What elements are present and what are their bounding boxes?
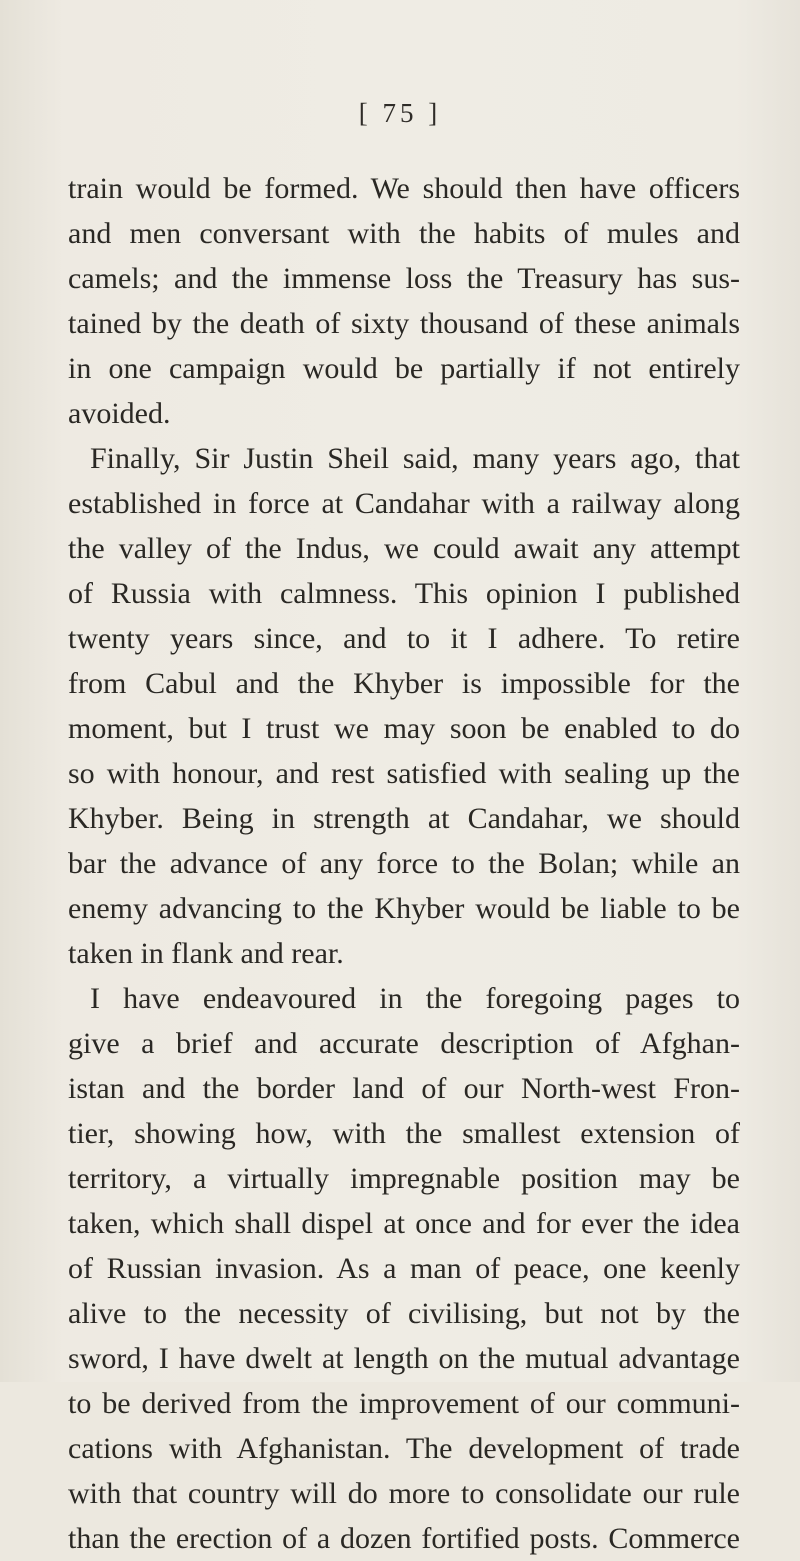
- text-line: tained by the death of sixty thousand of these animals: [68, 307, 740, 340]
- text-line: and men conversant with the habits of mules and: [68, 217, 740, 250]
- text-line: twenty years since, and to it I adhere. To retire: [68, 622, 740, 655]
- text-line: taken, which shall dispel at once and for ever the idea: [68, 1207, 740, 1240]
- text-line: cations with Afghanistan. The development of trade: [68, 1432, 740, 1465]
- text-line: alive to the necessity of civilising, but not by the: [68, 1297, 740, 1330]
- text-line: to be derived from the improvement of our communi-: [68, 1387, 740, 1420]
- text-line: in one campaign would be partially if not entirely: [68, 352, 740, 385]
- text-line: enemy advancing to the Khyber would be liable to be: [68, 892, 740, 925]
- text-line: the valley of the Indus, we could await any attempt: [68, 532, 740, 565]
- text-line: sword, I have dwelt at length on the mutual advantage: [68, 1342, 740, 1375]
- text-line: taken in flank and rear.: [68, 937, 344, 970]
- text-line: of Russian invasion. As a man of peace, one keenly: [68, 1252, 740, 1285]
- text-line: Khyber. Being in strength at Candahar, we should: [68, 802, 740, 835]
- text-line: tier, showing how, with the smallest extension of: [68, 1117, 740, 1150]
- text-line: istan and the border land of our North-west Fron-: [68, 1072, 740, 1105]
- text-line: from Cabul and the Khyber is impossible for the: [68, 667, 740, 700]
- text-line: Finally, Sir Justin Sheil said, many years ago, that: [90, 442, 740, 475]
- text-line: bar the advance of any force to the Bolan; while an: [68, 847, 740, 880]
- text-line: of Russia with calmness. This opinion I published: [68, 577, 740, 610]
- text-line: avoided.: [68, 397, 171, 430]
- text-line: moment, but I trust we may soon be enabled to do: [68, 712, 740, 745]
- text-line: camels; and the immense loss the Treasury has sus-: [68, 262, 740, 295]
- text-line: than the erection of a dozen fortified posts. Commerce: [68, 1522, 740, 1555]
- text-line: with that country will do more to consolidate our rule: [68, 1477, 740, 1510]
- text-line: train would be formed. We should then have officers: [68, 172, 740, 205]
- text-line: territory, a virtually impregnable position may be: [68, 1162, 740, 1195]
- page-number: [ 75 ]: [358, 98, 442, 128]
- text-line: I have endeavoured in the foregoing pages to: [90, 982, 740, 1015]
- text-line: give a brief and accurate description of Afghan-: [68, 1027, 740, 1060]
- text-line: established in force at Candahar with a railway along: [68, 487, 740, 520]
- text-line: so with honour, and rest satisfied with sealing up the: [68, 757, 740, 790]
- body-text: [68, 166, 740, 1561]
